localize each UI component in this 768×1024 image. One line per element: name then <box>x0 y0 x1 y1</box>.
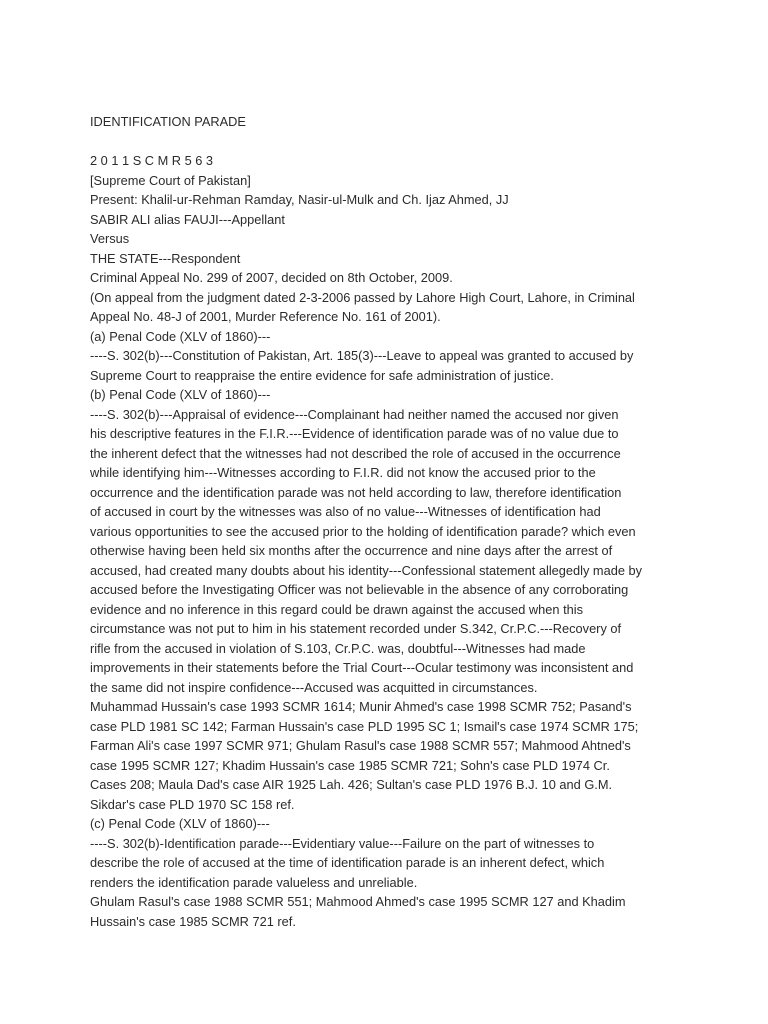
text-line: of accused in court by the witnesses was also of no value---Witnesses of identification had <box>90 504 601 519</box>
text-line: the inherent defect that the witnesses had not described the role of accused in the occurrence <box>90 445 621 461</box>
text-line: case 1995 SCMR 127; Khadim Hussain's case 1985 SCMR 721; Sohn's case PLD 1974 Cr. <box>90 757 610 773</box>
text-line: the same did not inspire confidence---Accused was acquitted in circumstances. <box>90 679 538 695</box>
text-line: Ghulam Rasul's case 1988 SCMR 551; Mahmood Ahmed's case 1995 SCMR 127 and Khadim <box>90 894 626 909</box>
text-line: Present: Khalil-ur-Rehman Ramday, Nasir-ul-Mulk and Ch. Ijaz Ahmed, JJ <box>90 192 509 207</box>
text-line: occurrence and the identification parade was not held according to law, therefore identification <box>90 484 622 500</box>
text-line: Supreme Court to reappraise the entire evidence for safe administration of justice. <box>90 367 554 383</box>
text-line: Muhammad Hussain's case 1993 SCMR 1614; Munir Ahmed's case 1998 SCMR 752; Pasand's <box>90 699 632 714</box>
document-lines <box>90 171 670 932</box>
text-line: (On appeal from the judgment dated 2-3-2006 passed by Lahore High Court, Lahore, in Criminal <box>90 289 635 305</box>
text-line: SABIR ALI alias FAUJI---Appellant <box>90 211 285 227</box>
text-line: ----S. 302(b)---Appraisal of evidence---Complainant had neither named the accused nor given <box>90 406 619 422</box>
document-body <box>90 112 670 931</box>
text-line: (a) Penal Code (XLV of 1860)--- <box>90 328 271 344</box>
text-line: Farman Ali's case 1997 SCMR 971; Ghulam Rasul's case 1988 SCMR 557; Mahmood Ahtned's <box>90 738 631 753</box>
text-line: (b) Penal Code (XLV of 1860)--- <box>90 387 271 402</box>
text-line: Sikdar's case PLD 1970 SC 158 ref. <box>90 796 295 812</box>
spacer <box>90 132 670 152</box>
text-line: improvements in their statements before the Trial Court---Ocular testimony was inconsistent and <box>90 660 634 675</box>
document-title: IDENTIFICATION PARADE <box>90 114 246 129</box>
text-line: rifle from the accused in violation of S.103, Cr.P.C. was, doubtful---Witnesses had made <box>90 640 586 656</box>
text-line: renders the identification parade valueless and unreliable. <box>90 874 418 890</box>
text-line: otherwise having been held six months after the occurrence and nine days after the arrest of <box>90 543 613 558</box>
text-line: ----S. 302(b)-Identification parade---Evidentiary value---Failure on the part of witnesses to <box>90 835 595 851</box>
text-line: Appeal No. 48-J of 2001, Murder Reference No. 161 of 2001). <box>90 309 441 324</box>
text-line: evidence and no inference in this regard could be drawn against the accused when this <box>90 601 583 617</box>
text-line: circumstance was not put to him in his statement recorded under S.342, Cr.P.C.---Recovery of <box>90 621 622 636</box>
text-line: Cases 208; Maula Dad's case AIR 1925 Lah. 426; Sultan's case PLD 1976 B.J. 10 and G.M. <box>90 777 613 792</box>
text-line: while identifying him---Witnesses according to F.I.R. did not know the accused prior to the <box>90 465 596 480</box>
text-line: [Supreme Court of Pakistan] <box>90 172 251 188</box>
text-line: various opportunities to see the accused prior to the holding of identification parade? which even <box>90 523 636 539</box>
text-line: ----S. 302(b)---Constitution of Pakistan, Art. 185(3)---Leave to appeal was granted to accused by <box>90 348 634 363</box>
citation: 2 0 1 1 S C M R 5 6 3 <box>90 153 214 168</box>
text-line: accused before the Investigating Officer was not believable in the absence of any corroborating <box>90 582 629 597</box>
text-line: THE STATE---Respondent <box>90 250 241 266</box>
text-line: case PLD 1981 SC 142; Farman Hussain's case PLD 1995 SC 1; Ismail's case 1974 SCMR 175; <box>90 718 639 734</box>
text-line: Versus <box>90 231 130 246</box>
text-line: his descriptive features in the F.I.R.---Evidence of identification parade was of no value due to <box>90 426 619 441</box>
text-line: accused, had created many doubts about his identity---Confessional statement allegedly made by <box>90 562 643 578</box>
text-line: Criminal Appeal No. 299 of 2007, decided on 8th October, 2009. <box>90 270 453 285</box>
text-line: (c) Penal Code (XLV of 1860)--- <box>90 816 270 831</box>
text-line: Hussain's case 1985 SCMR 721 ref. <box>90 913 296 929</box>
text-line: describe the role of accused at the time of identification parade is an inherent defect, which <box>90 855 605 870</box>
